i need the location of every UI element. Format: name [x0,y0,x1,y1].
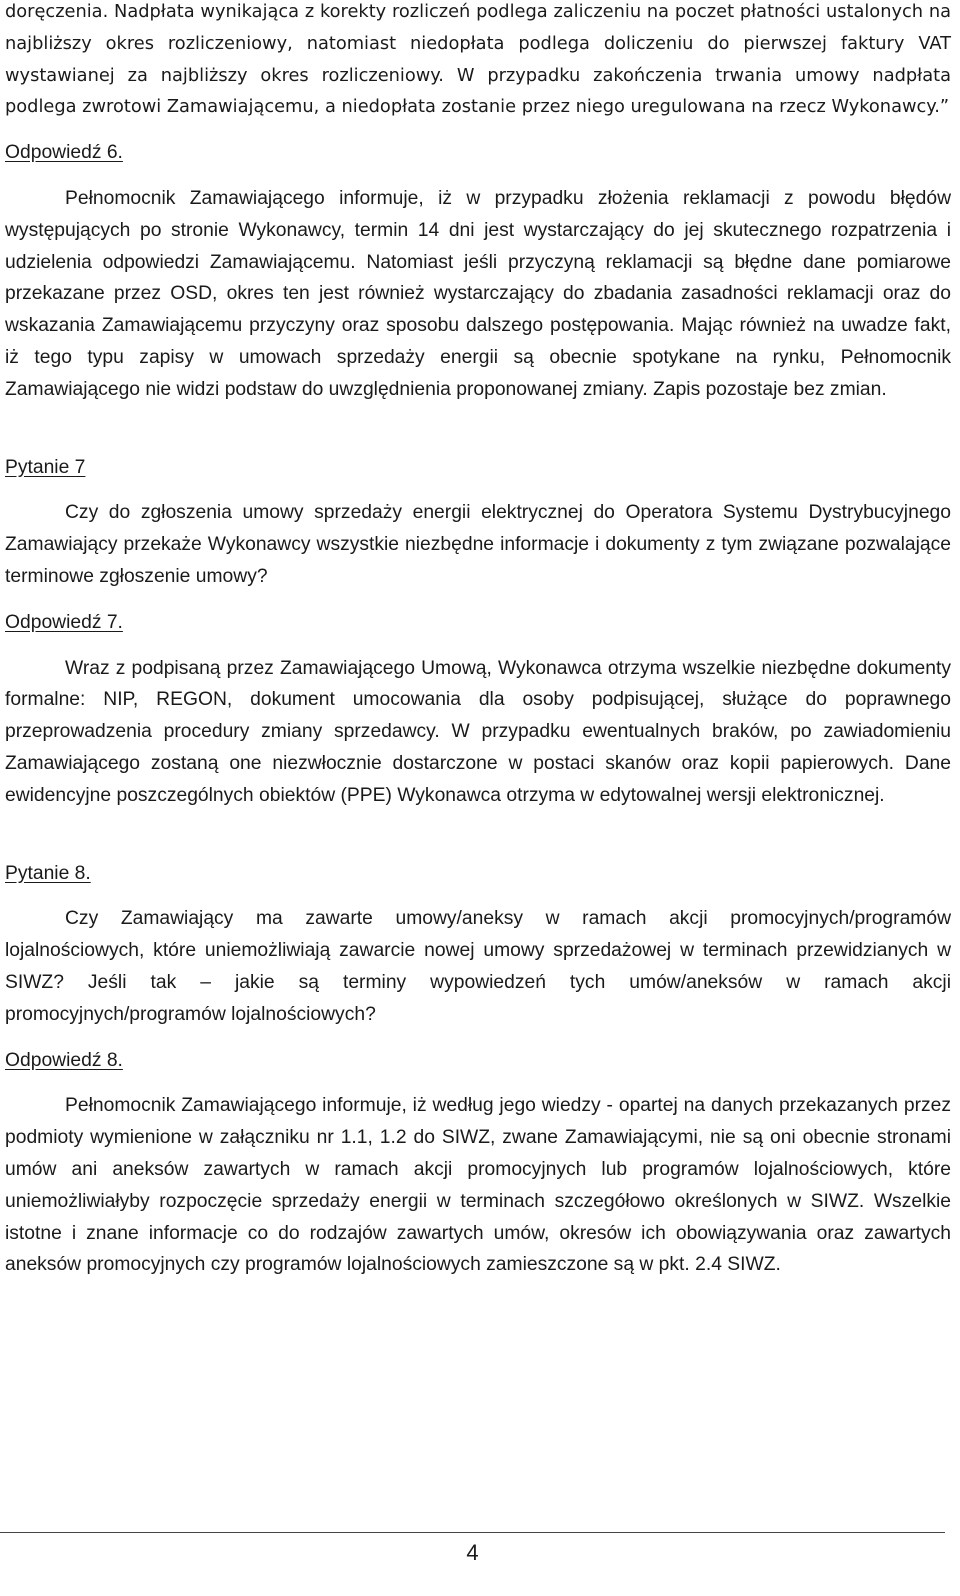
question-7-heading: Pytanie 7 [5,456,86,478]
page-number: 4 [466,1540,479,1565]
answer-7-heading: Odpowiedź 7. [5,611,123,633]
question-8-heading: Pytanie 8. [5,862,91,884]
document-page [5,0,951,1281]
answer-8-text: Pełnomocnik Zamawiającego informuje, iż według jego wiedzy - opartej na danych przekazanych przez podmioty wymienione w załączniku nr 1.1, 1.2 do SIWZ, zwane Zamawiającymi, nie są oni obecnie stronami umów ani aneksów zawartych w ramach akcji promocyjnych lub programów lojalnościowych, które uniemożliwiałyby rozpoczęcie sprzedaży energii w terminach szczegółowo określonych w SIWZ. Wszelkie istotne i znane informacje co do rodzajów zawartych umów, okresów ich obowiązywania oraz zawartych aneksów promocyjnych czy programów lojalnościowych zamieszczone są w pkt. 2.4 SIWZ. [5,1095,951,1276]
question-7-text: Czy do zgłoszenia umowy sprzedaży energii elektrycznej do Operatora Systemu Dystrybucyjnego Zamawiający przekaże Wykonawcy wszystkie niezbędne informacje i dokumenty z tym związane pozwalające terminowe zgłoszenie umowy? [5,502,951,587]
answer-7-text: Wraz z podpisaną przez Zamawiającego Umową, Wykonawca otrzyma wszelkie niezbędne dokumenty formalne: NIP, REGON, dokument umocowania dla osoby podpisującej, służące do poprawnego przeprowadzenia procedury zmiany sprzedawcy. W przypadku ewentualnych braków, po zawiadomieniu Zamawiającego zostaną one niezwłocznie dostarczone w postaci skanów oraz kopii papierowych. Dane ewidencyjne poszczególnych obiektów (PPE) Wykonawca otrzyma w edytowalnej wersji elektronicznej. [5,657,951,806]
intro-paragraph: doręczenia. Nadpłata wynikająca z korekty rozliczeń podlega zaliczeniu na poczet płatności ustalonych na najbliższy okres rozliczeniowy, natomiast niedopłata podlega doliczeniu do pierwszej faktury VAT wystawianej za najbliższy okres rozliczeniowy. W przypadku zakończenia trwania umowy nadpłata podlega zwrotowi Zamawiającemu, a niedopłata zostanie przez niego uregulowana na rzecz Wykonawcy.” [5,1,951,118]
answer-6-text: Pełnomocnik Zamawiającego informuje, iż w przypadku złożenia reklamacji z powodu błędów występujących po stronie Wykonawcy, termin 14 dni jest wystarczający do jej skutecznego rozpatrzenia i udzielenia odpowiedzi Zamawiającemu. Natomiast jeśli przyczyną reklamacji są błędne dane pomiarowe przekazane przez OSD, okres ten jest również wystarczający do zbadania zasadności reklamacji oraz do wskazania Zamawiającemu przyczyny oraz sposobu dalszego postępowania. Mając również na uwadze fakt, iż tego typu zapisy w umowach sprzedaży energii są obecnie spotykane na rynku, Pełnomocnik Zamawiającego nie widzi podstaw do uwzględnienia proponowanej zmiany. Zapis pozostaje bez zmian. [5,187,951,400]
question-8-text: Czy Zamawiający ma zawarte umowy/aneksy w ramach akcji promocyjnych/programów lojalnościowych, które uniemożliwiają zawarcie nowej umowy sprzedażowej w terminach przewidzianych w SIWZ? Jeśli tak – jakie są terminy wypowiedzeń tych umów/aneksów w ramach akcji promocyjnych/programów lojalnościowych? [5,908,951,1025]
footer-divider [0,1532,945,1533]
answer-6-heading: Odpowiedź 6. [5,142,123,164]
answer-8-heading: Odpowiedź 8. [5,1049,123,1071]
